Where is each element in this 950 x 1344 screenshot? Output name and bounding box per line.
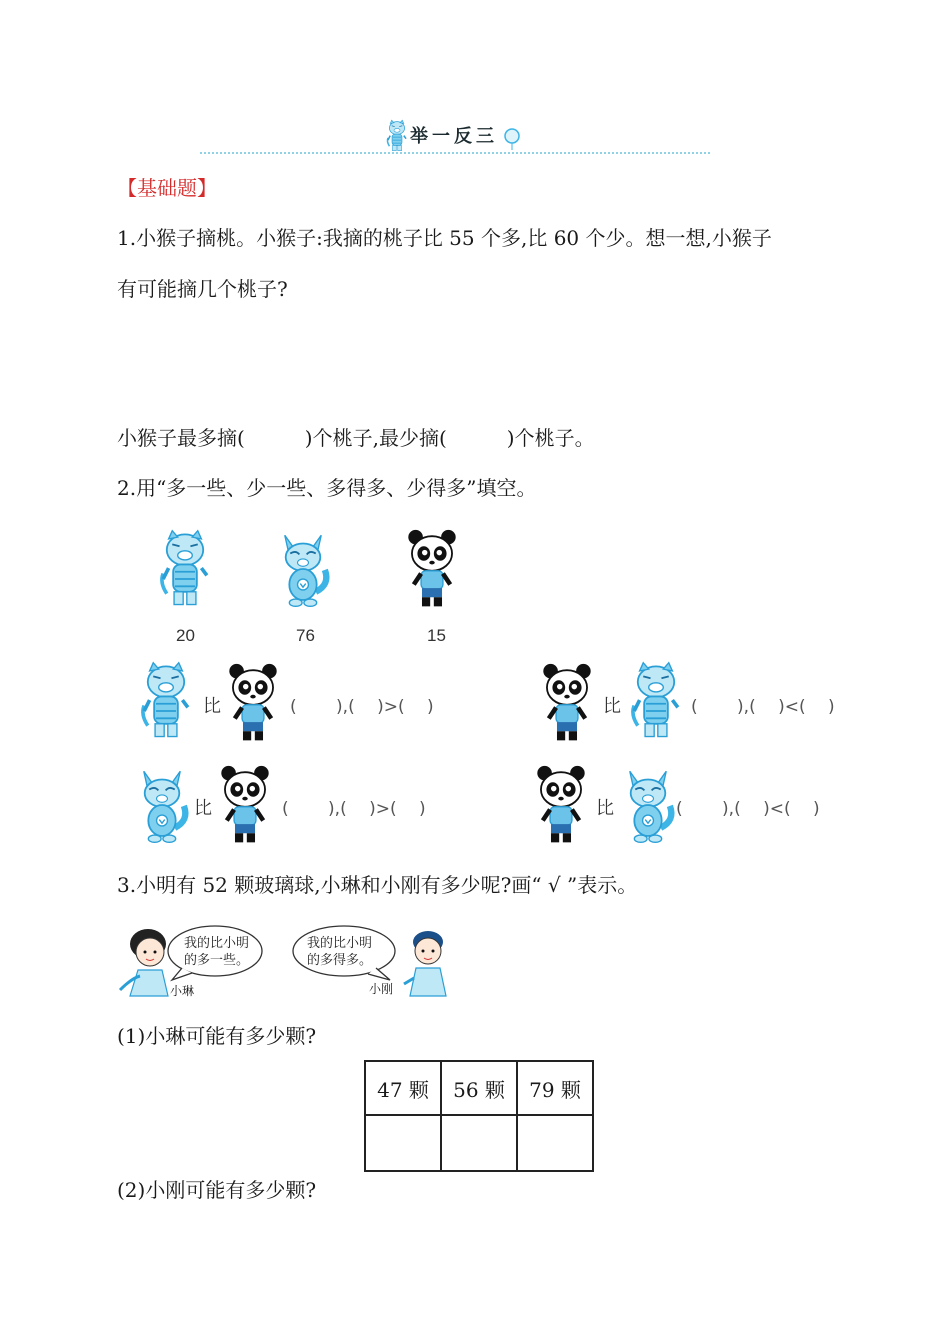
marbles-table — [364, 1060, 594, 1172]
fox-icon — [268, 528, 338, 610]
panda-icon — [400, 528, 464, 610]
girl-figure — [120, 929, 168, 996]
tiger-icon — [150, 528, 220, 610]
balloon-icon — [503, 128, 521, 150]
bubble-left-line1: 我的比小明 — [184, 936, 250, 951]
q3-text: 3.小明有 52 颗玻璃球,小琳和小刚有多少呢?画“ √ ”表示。 — [117, 873, 638, 897]
panda-icon — [222, 662, 284, 744]
fox-icon — [614, 764, 682, 846]
panda-icon — [530, 764, 592, 846]
q1-answer-line: 小猴子最多摘( )个桃子,最少摘( )个桃子。 — [117, 426, 595, 450]
table-header-row — [365, 1061, 593, 1115]
panda-count: 15 — [427, 626, 446, 645]
q3-sub1: (1)小琳可能有多少颗? — [117, 1024, 317, 1048]
table-answer-row — [365, 1115, 593, 1171]
panda-icon — [214, 764, 276, 846]
panda-icon — [536, 662, 598, 744]
q1-text-line2: 有可能摘几个桃子? — [117, 277, 288, 301]
bubble-left-line2: 的多一些。 — [184, 953, 250, 968]
dialogue-illustration — [112, 924, 452, 998]
bi-label: 比 — [603, 696, 621, 717]
table-header-cell: 79 颗 — [517, 1061, 593, 1115]
tiger-icon — [622, 660, 690, 742]
answer-cell[interactable] — [365, 1115, 441, 1171]
name-right: 小刚 — [369, 982, 394, 996]
table-header-cell: 56 颗 — [441, 1061, 517, 1115]
bubble-right-line2: 的多得多。 — [307, 953, 373, 968]
tiger-icon — [132, 660, 200, 742]
compare-blanks-gt[interactable]: ( ),( )>( ) — [290, 697, 434, 717]
bi-label: 比 — [203, 696, 221, 717]
bi-label: 比 — [194, 798, 212, 819]
bi-label: 比 — [596, 798, 614, 819]
compare-blanks-lt[interactable]: ( ),( )<( ) — [691, 697, 835, 717]
q3-sub2: (2)小刚可能有多少颗? — [117, 1178, 317, 1202]
section-label: 【基础题】 — [117, 176, 217, 200]
fox-icon — [128, 764, 196, 846]
tiger-count: 20 — [176, 626, 195, 645]
fox-count: 76 — [296, 626, 315, 645]
answer-cell[interactable] — [441, 1115, 517, 1171]
header-title: 举一反三 — [410, 126, 498, 147]
q1-text-line1: 1.小猴子摘桃。小猴子:我摘的桃子比 55 个多,比 60 个少。想一想,小猴子 — [117, 226, 772, 250]
compare-blanks-gt[interactable]: ( ),( )>( ) — [282, 799, 426, 819]
table-header-cell: 47 颗 — [365, 1061, 441, 1115]
name-left: 小琳 — [170, 984, 195, 998]
q2-text: 2.用“多一些、少一些、多得多、少得多”填空。 — [117, 476, 537, 500]
compare-blanks-lt[interactable]: ( ),( )<( ) — [676, 799, 820, 819]
tiger-mascot-icon — [382, 119, 412, 153]
header-divider — [200, 152, 710, 154]
boy-figure — [404, 931, 446, 996]
answer-cell[interactable] — [517, 1115, 593, 1171]
bubble-right-line1: 我的比小明 — [307, 936, 373, 951]
